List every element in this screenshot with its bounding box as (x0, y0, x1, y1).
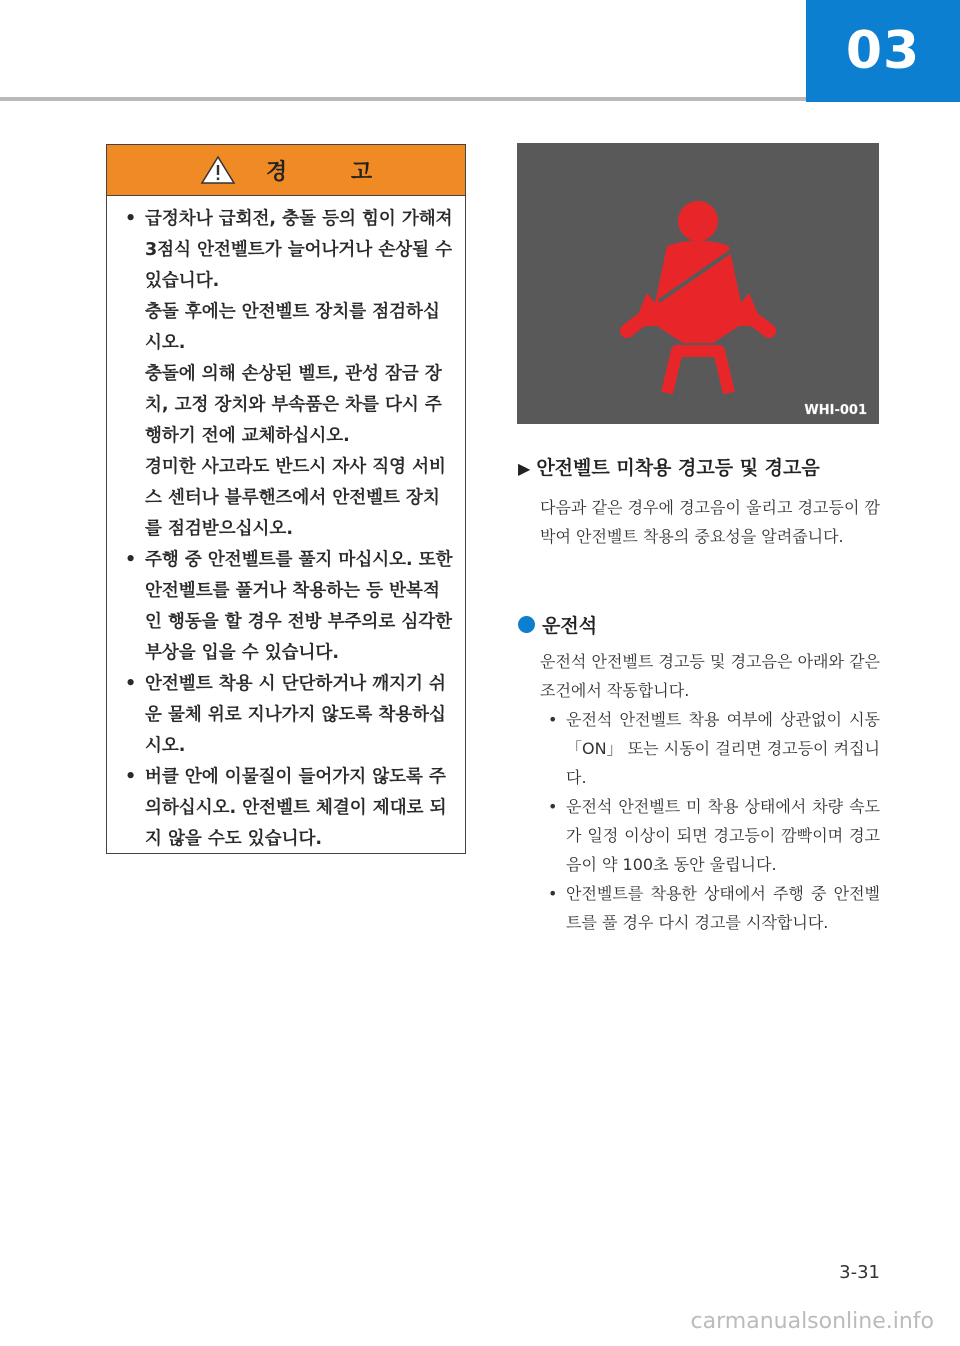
warning-text: • 주행 중 안전벨트를 풀지 마십시오. 또한 안전벨트를 풀거나 착용하는 등 반복적인 행동을 할 경우 전방 부주의로 심각한 부상을 입을 수 있습니다. (145, 550, 453, 663)
triangle-arrow-icon: ▶ (518, 459, 531, 478)
list-item: • 운전석 안전벨트 미 착용 상태에서 차량 속도가 일정 이상이 되면 경고등이 깜빡이며 경고음이 약 100초 동안 울립니다. (548, 792, 880, 879)
warning-text: • 버클 안에 이물질이 들어가지 않도록 주의하십시오. 안전벨트 체결이 제대로 되지 않을 수도 있습니다. (145, 767, 447, 849)
warning-text: 충돌 후에는 안전벨트 장치를 점검하십시오. (145, 302, 440, 353)
section-body: 다음과 같은 경우에 경고음이 울리고 경고등이 깜박여 안전벨트 착용의 중요성을 알려줍니다. (540, 498, 880, 546)
chapter-tab: 03 (806, 0, 960, 102)
list-item: • 운전석 안전벨트 착용 여부에 상관없이 시동 「ON」 또는 시동이 걸리면 경고등이 켜집니다. (548, 705, 880, 792)
subsection-list (548, 705, 880, 937)
warning-triangle-icon (200, 155, 236, 185)
subsection-body: 운전석 안전벨트 경고등 및 경고음은 아래와 같은 조건에서 작동합니다. (540, 652, 880, 700)
warning-item (121, 669, 455, 762)
page-number: 3-31 (839, 1262, 880, 1283)
warning-list (107, 196, 465, 855)
warning-title: 경 고 (265, 159, 401, 185)
warning-text: • 안전벨트 착용 시 단단하거나 깨지기 쉬운 물체 위로 지나가지 않도록 착용하십시오. (145, 674, 446, 756)
subsection-title-text: 운전석 (542, 615, 598, 637)
subsection-title (518, 611, 597, 638)
figure-code: WHI-001 (804, 403, 867, 418)
warning-text: • 급정차나 급회전, 충돌 등의 힘이 가해져 3점식 안전벨트가 늘어나거나 손상될 수 있습니다. (145, 209, 453, 291)
seatbelt-warning-light-icon (517, 143, 879, 424)
warning-item (121, 204, 455, 545)
warning-text: 충돌에 의해 손상된 벨트, 관성 잠금 장치, 고정 장치와 부속품은 차를 다시 주행하기 전에 교체하십시오. (145, 364, 442, 446)
header-rule (0, 97, 806, 101)
warning-item (121, 545, 455, 669)
list-item: • 안전벨트를 착용한 상태에서 주행 중 안전벨트를 풀 경우 다시 경고를 시작합니다. (548, 879, 880, 937)
blue-dot-icon (518, 616, 535, 633)
warning-item (121, 762, 455, 855)
seatbelt-warning-figure (517, 143, 879, 424)
watermark: carmanualsonline.info (690, 1309, 934, 1334)
section-title-text: 안전벨트 미착용 경고등 및 경고음 (536, 457, 820, 479)
warning-box (106, 144, 466, 854)
section-title (518, 453, 820, 480)
warning-text: 경미한 사고라도 반드시 자사 직영 서비스 센터나 블루핸즈에서 안전벨트 장치를 점검받으십시오. (145, 457, 446, 539)
warning-header (107, 145, 465, 196)
